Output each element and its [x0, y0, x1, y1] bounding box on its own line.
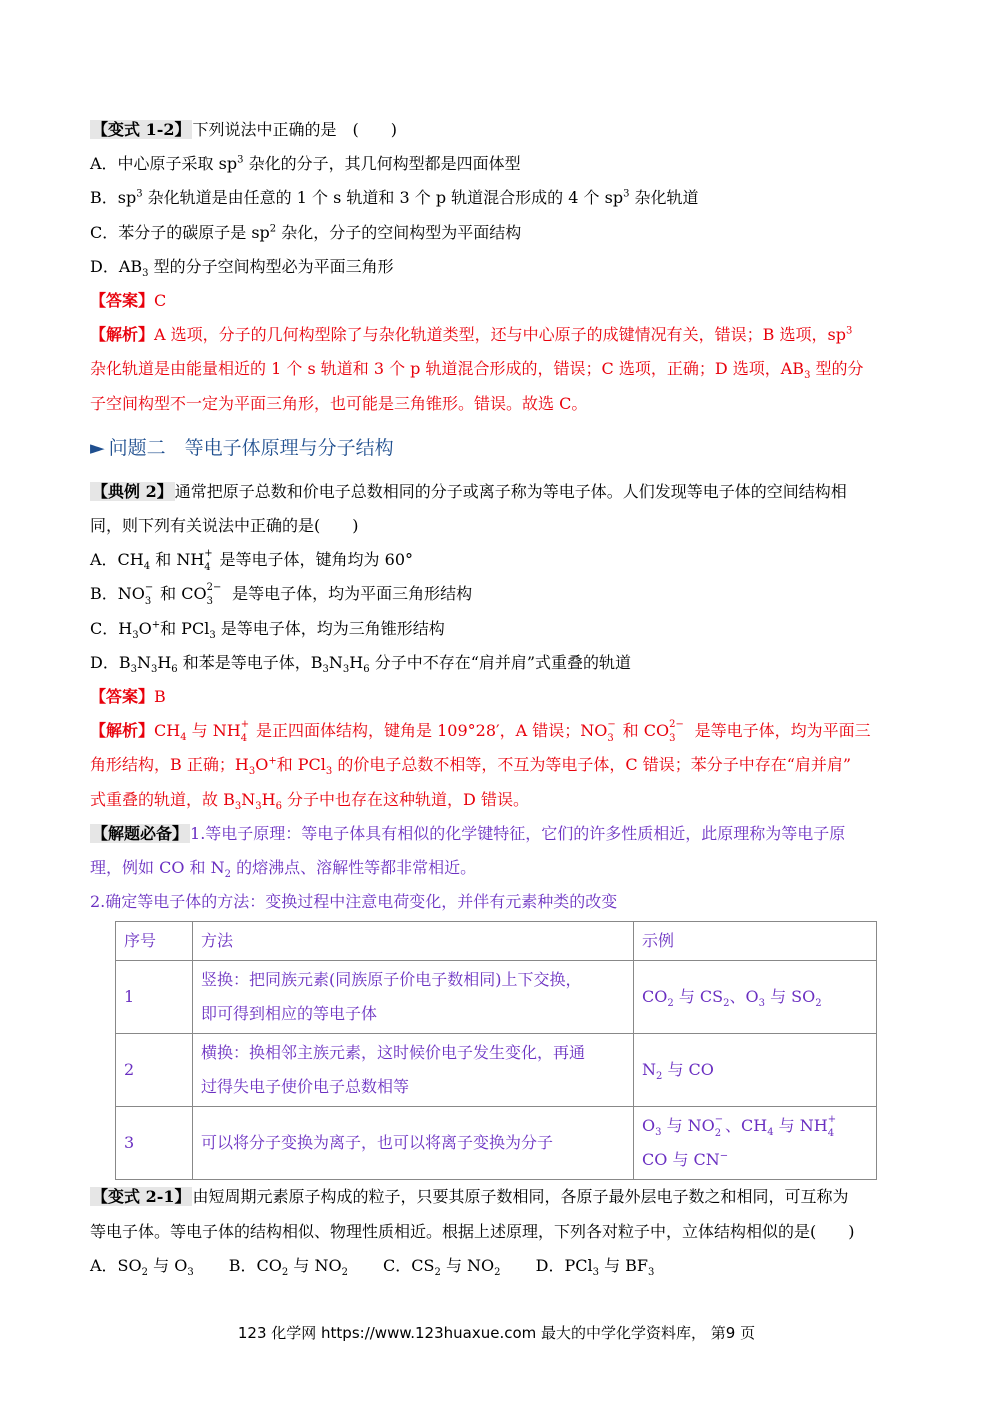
example-2-option-c	[90, 612, 920, 646]
text: N	[136, 652, 151, 672]
text: 是等电子体，均为平面三	[689, 721, 871, 741]
section-heading	[90, 423, 920, 473]
sub: 2	[815, 998, 822, 1010]
sub: 6	[275, 800, 282, 812]
analysis-tag: 【解析】	[90, 721, 155, 741]
example-2-option-b	[90, 577, 920, 611]
text: O	[642, 1116, 656, 1136]
text: 杂化，分子的空间构型为平面结构	[276, 222, 522, 242]
sub: 2	[714, 1128, 722, 1140]
header-cell: 序号	[116, 922, 193, 961]
variant-1-2-stem	[90, 113, 920, 147]
sub: 2	[434, 1267, 441, 1279]
text: 型的分子空间构型必为平面三角形	[148, 256, 394, 276]
example-2-analysis-line-3	[90, 783, 920, 817]
variant-2-1-options	[90, 1249, 920, 1283]
sup: +	[151, 619, 161, 631]
sub: 3	[209, 629, 216, 641]
text: A 选项，分子的几何构型除了与杂化轨道类型，还与中心原子的成键情况有关，错误；B 选项，sp	[154, 325, 846, 345]
triangle-marker-icon: ►	[90, 436, 105, 459]
text: H	[157, 652, 172, 672]
variant-1-2-question: 下列说法中正确的是 ( )	[192, 120, 397, 139]
text: O	[138, 618, 152, 638]
sup: 2−	[669, 719, 684, 731]
sub: 2	[281, 1267, 289, 1279]
text: 角形结构，B 正确；H	[90, 755, 249, 775]
sub: 4	[143, 561, 151, 573]
text: 与 SO	[765, 987, 816, 1007]
text: N	[241, 789, 256, 809]
example-2-stem-line-1	[90, 475, 920, 509]
text: 由短周期元素原子构成的粒子，只要其原子数相同，各原子最外层电子数之和相同，可互称为	[192, 1187, 849, 1207]
text: C．H	[90, 618, 133, 638]
sub: 4	[240, 733, 248, 745]
text: 和 PCl	[276, 755, 326, 775]
sup: −	[607, 719, 616, 731]
text: H	[349, 652, 364, 672]
text: 与 NO	[661, 1116, 715, 1136]
text: B．CO	[228, 1255, 282, 1275]
ion	[207, 577, 227, 611]
header-cell: 示例	[634, 922, 877, 961]
text: O	[255, 755, 269, 775]
row-number: 1	[116, 961, 193, 1034]
sub: 2	[667, 998, 674, 1010]
sub: 3	[132, 629, 139, 641]
text: 和 NH	[150, 550, 205, 570]
sub: 3	[655, 1127, 662, 1139]
text: 过得失电子使价电子总数相等	[201, 1077, 410, 1097]
option-c	[383, 1255, 501, 1279]
answer-value: B	[154, 687, 166, 707]
text: C．CS	[383, 1255, 435, 1275]
text: 子空间构型不一定为平面三角形，也可能是三角锥形。错误。故选 C。	[90, 393, 588, 413]
text: 2.确定等电子体的方法：变换过程中注意电荷变化，并伴有元素种类的改变	[90, 892, 618, 912]
sub: 3	[144, 596, 152, 608]
text: CH	[154, 721, 181, 741]
text: 同，则下列有关说法中正确的是( )	[90, 516, 359, 536]
text: 1.等电子原理：等电子体具有相似的化学键特征，它们的许多性质相近，此原理称为等电子原	[190, 823, 846, 843]
variant-1-2-analysis-line-1	[90, 318, 920, 352]
option-b	[228, 1255, 348, 1279]
text: D．PCl	[535, 1255, 593, 1275]
ion	[669, 714, 689, 748]
text: A．CH	[90, 550, 144, 570]
table-header-row	[116, 922, 877, 961]
text: 杂化轨道是由任意的 1 个 s 轨道和 3 个 p 轨道混合形成的 4 个 sp	[142, 188, 624, 208]
text: 是等电子体，键角均为 60°	[214, 550, 414, 570]
sub: 2	[723, 998, 730, 1010]
sub: 3	[322, 664, 329, 676]
page-footer: 123 化学网 https://www.123huaxue.com 最大的中学化学资料库， 第9 页	[237, 1324, 756, 1342]
text: 的熔沸点、溶解性等都非常相近。	[231, 858, 477, 878]
sub: 2	[141, 1267, 149, 1279]
sub: 3	[206, 596, 213, 608]
example-2-answer	[90, 680, 920, 714]
sub: 3	[325, 766, 333, 778]
text: 与 NO	[288, 1255, 342, 1275]
header-cell: 方法	[193, 922, 634, 961]
sub: 6	[363, 664, 370, 676]
example-2-stem-line-2	[90, 509, 920, 543]
text: 、CH	[724, 1116, 768, 1136]
sub: 3	[255, 800, 262, 812]
sub: 2	[224, 869, 231, 881]
variant-1-2-option-a	[90, 147, 920, 181]
ion	[241, 714, 251, 748]
sub: 3	[592, 1267, 599, 1279]
sub: 3	[234, 800, 242, 812]
text: 式重叠的轨道，故 B	[90, 789, 235, 809]
example-2-option-d	[90, 646, 920, 680]
analysis-tag: 【解析】	[90, 325, 155, 345]
text: 杂化轨道	[629, 188, 699, 208]
text: 通常把原子总数和价电子总数相同的分子或离子称为等电子体。人们发现等电子体的空间结构相	[174, 481, 847, 501]
table-row	[116, 1107, 877, 1180]
sup: 3	[623, 189, 630, 201]
variant-2-1-stem-line-2	[90, 1215, 920, 1249]
sup: +	[827, 1114, 837, 1126]
essentials-line-1	[90, 817, 920, 851]
sub: 6	[171, 664, 178, 676]
text: B．NO	[90, 584, 145, 604]
answer-value: C	[154, 291, 167, 311]
text: 理，例如 CO 和 N	[90, 858, 225, 878]
variant-1-2-analysis-line-3	[90, 387, 920, 421]
ion	[145, 577, 155, 611]
sub: 3	[130, 664, 137, 676]
text: 、O	[729, 987, 759, 1007]
essentials-line-3	[90, 885, 920, 919]
sub: 3	[804, 370, 811, 382]
sup: 3	[237, 154, 244, 166]
option-a	[90, 1255, 194, 1279]
text: N	[328, 652, 343, 672]
sub: 4	[180, 732, 187, 744]
text: 与 CO	[662, 1060, 714, 1080]
example-line	[642, 1109, 868, 1143]
text: CO 与 CN	[642, 1150, 720, 1170]
sup: +	[268, 756, 277, 768]
text: D．B	[90, 652, 131, 672]
text: 竖换：把同族元素(同族原子价电子数相同)上下交换，	[201, 970, 582, 990]
variant-1-2-answer	[90, 284, 920, 318]
text: CO	[642, 987, 668, 1007]
example-cell	[634, 1107, 877, 1180]
ion	[715, 1109, 725, 1143]
text: 与 NO	[440, 1255, 495, 1275]
text: 分子中也存在这种轨道，D 错误。	[281, 789, 529, 809]
row-number: 2	[116, 1034, 193, 1107]
text: 与 NH	[773, 1116, 828, 1136]
sup: 3	[845, 325, 853, 337]
sub: 2	[341, 1267, 348, 1279]
sup: −	[719, 1151, 729, 1163]
text: 分子中不存在“肩并肩”式重叠的轨道	[369, 652, 632, 672]
example-2-analysis-line-1	[90, 714, 920, 748]
text: B．sp	[90, 188, 137, 208]
variant-1-2-analysis-line-2	[90, 352, 920, 386]
variant-2-1-tag: 【变式 2-1】	[92, 1187, 191, 1207]
example-2-analysis-line-2	[90, 748, 920, 782]
text: 和 CO	[155, 584, 207, 604]
sub: 3	[142, 268, 149, 279]
text: N	[642, 1060, 656, 1080]
sub: 3	[758, 998, 765, 1010]
methods-table	[115, 921, 877, 1180]
sub: 3	[669, 733, 676, 745]
text: 即可得到相应的等电子体	[201, 1004, 378, 1024]
table-row	[116, 1034, 877, 1107]
text: 和苯是等电子体，B	[177, 652, 323, 672]
text: 等电子体。等电子体的结构相似、物理性质相近。根据上述原理，下列各对粒子中，立体结构相似的是( )	[90, 1221, 855, 1241]
sup: −	[144, 582, 154, 594]
text: 是等电子体，均为平面三角形结构	[226, 584, 473, 604]
sub: 3	[648, 1267, 655, 1279]
sub: 3	[187, 1267, 194, 1279]
sup: 2−	[206, 582, 222, 594]
sup: 3	[136, 189, 143, 201]
example-line	[642, 1143, 868, 1177]
text: 与 BF	[598, 1255, 649, 1275]
text: 横换：换相邻主族元素，这时候价电子发生变化，再通	[201, 1043, 586, 1063]
sup: +	[204, 548, 213, 560]
text: 杂化轨道是由能量相近的 1 个 s 轨道和 3 个 p 轨道混合形成的，错误；C 选项，正确；D 选项，AB	[90, 359, 805, 379]
sup: −	[714, 1114, 724, 1126]
text: 与 CS	[673, 987, 724, 1007]
ion	[828, 1109, 838, 1143]
essentials-tag: 【解题必备】	[92, 823, 189, 843]
text: 与 NH	[186, 721, 241, 741]
sub: 3	[248, 766, 256, 778]
method-cell	[193, 961, 634, 1034]
text: H	[261, 789, 276, 809]
sub: 4	[767, 1127, 774, 1139]
row-number: 3	[116, 1107, 193, 1180]
sub: 2	[494, 1267, 501, 1279]
variant-1-2-option-c	[90, 216, 920, 250]
variant-1-2-option-b	[90, 181, 920, 215]
text: 的价电子总数不相等，不互为等电子体，C 错误；苯分子中存在“肩并肩”	[332, 755, 852, 775]
page-content	[90, 113, 920, 1283]
text: D．AB	[90, 256, 143, 276]
answer-tag: 【答案】	[90, 291, 155, 311]
sub: 3	[342, 664, 350, 676]
text: C．苯分子的碳原子是 sp	[90, 222, 270, 242]
ion	[607, 714, 617, 748]
method-cell: 可以将分子变换为离子，也可以将离子变换为分子	[193, 1107, 634, 1180]
option-d	[535, 1255, 655, 1279]
variant-1-2-option-d	[90, 250, 920, 284]
text: 杂化的分子，其几何构型都是四面体型	[243, 154, 521, 174]
method-cell	[193, 1034, 634, 1107]
example-cell	[634, 961, 877, 1034]
sub: 3	[150, 664, 158, 676]
answer-tag: 【答案】	[90, 687, 155, 707]
section-title: 问题二 等电子体原理与分子结构	[108, 436, 394, 459]
essentials-line-2	[90, 851, 920, 885]
text: 是等电子体，均为三角锥形结构	[215, 618, 445, 638]
text: 与 O	[148, 1255, 188, 1275]
text: A．SO	[90, 1255, 142, 1275]
sup: 2	[269, 223, 277, 235]
text: A．中心原子采取 sp	[90, 154, 238, 174]
sub: 4	[827, 1128, 835, 1140]
text: 是正四面体结构，键角是 109°28′，A 错误；NO	[250, 721, 608, 741]
text: 和 PCl	[160, 618, 210, 638]
text: 和 CO	[617, 721, 670, 741]
sub: 3	[607, 733, 614, 745]
example-cell	[634, 1034, 877, 1107]
variant-2-1-stem-line-1	[90, 1180, 920, 1214]
example-2-tag: 【典例 2】	[92, 481, 173, 501]
sub: 2	[656, 1071, 663, 1083]
text: 型的分	[810, 359, 864, 379]
table-row	[116, 961, 877, 1034]
variant-1-2-tag: 【变式 1-2】	[92, 120, 191, 139]
sub: 4	[204, 562, 211, 574]
sup: +	[240, 719, 250, 731]
